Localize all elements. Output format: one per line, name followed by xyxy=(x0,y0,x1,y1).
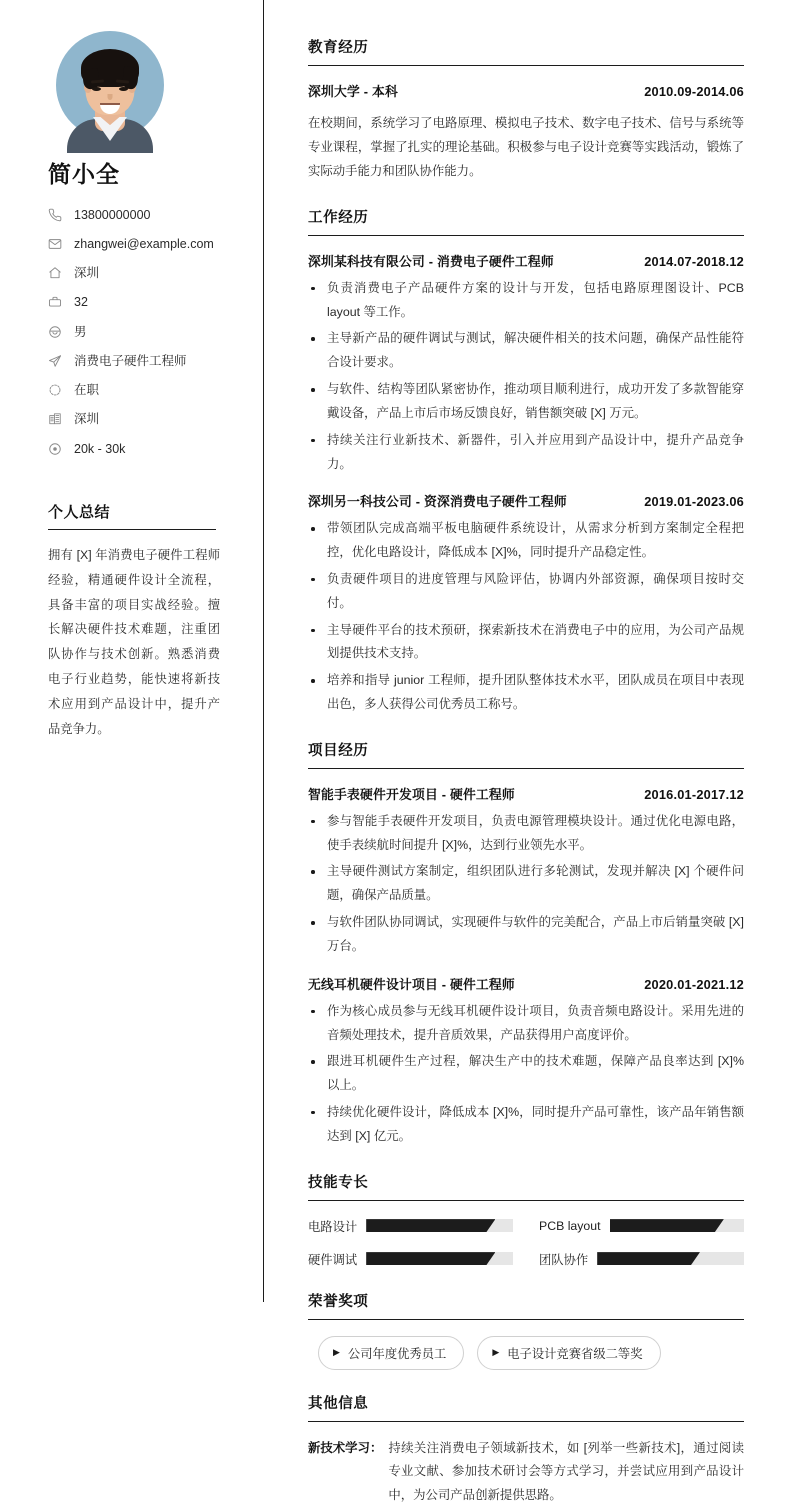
candidate-name: 简小全 xyxy=(48,161,120,187)
bullet-item: 持续关注行业新技术、新器件，引入并应用到产品设计中，提升产品竞争力。 xyxy=(308,429,744,477)
paper-plane-icon xyxy=(48,353,65,368)
bullet-item: 与软件、结构等团队紧密协作，推动项目顺利进行，成功开发了多款智能穿戴设备，产品上市后市场反馈良好，销售额突破 [X] 万元。 xyxy=(308,378,744,426)
triangle-right-icon: ▶ xyxy=(333,1347,340,1358)
bullet-list xyxy=(308,810,744,959)
bullet-item: 作为核心成员参与无线耳机硬件设计项目，负责音频电路设计。采用先进的音频处理技术，提升音质效果，产品获得用户高度评价。 xyxy=(308,1000,744,1048)
info-label: 新技术学习： xyxy=(308,1440,383,1455)
entry-date: 2014.07-2018.12 xyxy=(644,253,744,269)
contact-list xyxy=(48,207,237,457)
contact-item-location xyxy=(48,265,237,281)
award-label: 电子设计竞赛省级二等奖 xyxy=(507,1346,643,1361)
contact-value: 深圳 xyxy=(74,266,100,281)
envelope-icon xyxy=(48,236,65,251)
gender-icon xyxy=(48,324,65,339)
entry-date: 2016.01-2017.12 xyxy=(644,786,744,802)
sidebar xyxy=(0,0,264,1302)
bullet-item: 负责消费电子产品硬件方案的设计与开发，包括电路原理图设计、PCB layout 等工作。 xyxy=(308,277,744,325)
entry-header xyxy=(308,491,744,510)
skill-row xyxy=(308,1217,513,1235)
contact-value: 20k - 30k xyxy=(74,441,126,456)
bullet-list xyxy=(308,277,744,477)
entry-header xyxy=(308,81,744,100)
entry-header xyxy=(308,974,744,993)
phone-icon xyxy=(48,207,65,222)
contact-item-gender xyxy=(48,324,237,340)
entry-title: 深圳另一科技公司 - 资深消费电子硬件工程师 xyxy=(308,494,567,510)
triangle-right-icon: ▶ xyxy=(492,1347,500,1358)
bullet-item: 跟进耳机硬件生产过程，解决生产中的技术难题，保障产品良率达到 [X]% 以上。 xyxy=(308,1050,744,1098)
contact-value: 在职 xyxy=(74,383,100,398)
skill-row xyxy=(308,1250,513,1268)
work-entry xyxy=(308,251,744,477)
entry-title: 深圳大学 - 本科 xyxy=(308,84,398,99)
entry-date: 2010.09-2014.06 xyxy=(644,84,744,99)
summary-text: 拥有 [X] 年消费电子硬件工程师经验，精通硬件设计全流程，具备丰富的项目实战经验。擅长解决硬件技术难题，注重团队协作与技术创新。熟悉消费电子行业趋势，能快速将新技术应用到产品设计中，提升产品竞争力。 xyxy=(48,547,220,736)
coin-icon xyxy=(48,441,65,456)
skill-label: PCB layout xyxy=(539,1218,601,1233)
skills-heading: 技能专长 xyxy=(308,1171,744,1201)
home-icon xyxy=(48,266,65,281)
award-chip[interactable] xyxy=(318,1336,464,1370)
bullet-item: 负责硬件项目的进度管理与风险评估，协调内外部资源，确保项目按时交付。 xyxy=(308,568,744,616)
project-entry xyxy=(308,974,744,1149)
skills-grid xyxy=(308,1217,744,1268)
skill-row xyxy=(539,1250,744,1268)
bullet-item: 主导新产品的硬件调试与测试，解决硬件相关的技术问题，确保产品性能符合设计要求。 xyxy=(308,327,744,375)
contact-value: 32 xyxy=(74,295,88,310)
awards-list xyxy=(308,1336,744,1370)
contact-item-email xyxy=(48,236,237,252)
work-section xyxy=(308,206,744,717)
info-value: 持续关注消费电子领域新技术，如 [列举一些新技术]，通过阅读专业文献、参加技术研讨会等方式学习，并尝试应用到产品设计中，为公司产品创新提供思路。 xyxy=(388,1440,744,1503)
skill-row xyxy=(539,1217,744,1235)
other-info-section xyxy=(308,1392,744,1508)
avatar xyxy=(56,31,164,139)
skill-track xyxy=(366,1219,513,1232)
bullet-item: 培养和指导 junior 工程师，提升团队整体技术水平，团队成员在项目中表现出色，多人获得公司优秀员工称号。 xyxy=(308,669,744,717)
contact-item-city xyxy=(48,411,237,427)
entry-header xyxy=(308,784,744,803)
bullet-list xyxy=(308,517,744,717)
bullet-item: 主导硬件测试方案制定，组织团队进行多轮测试，发现并解决 [X] 个硬件问题，确保产品质量。 xyxy=(308,860,744,908)
projects-heading: 项目经历 xyxy=(308,739,744,769)
skill-track xyxy=(610,1219,744,1232)
skill-track xyxy=(366,1252,513,1265)
refresh-icon xyxy=(48,383,65,398)
summary-heading: 个人总结 xyxy=(48,501,216,530)
entry-date: 2019.01-2023.06 xyxy=(644,494,744,510)
skill-label: 电路设计 xyxy=(308,1219,358,1234)
award-label: 公司年度优秀员工 xyxy=(347,1346,447,1361)
skill-label: 团队协作 xyxy=(539,1252,589,1267)
awards-heading: 荣誉奖项 xyxy=(308,1290,744,1320)
work-heading: 工作经历 xyxy=(308,206,744,236)
skill-fill xyxy=(597,1252,700,1265)
award-chip[interactable] xyxy=(477,1336,660,1370)
work-entry xyxy=(308,491,744,717)
contact-value: 深圳 xyxy=(74,412,100,427)
education-section xyxy=(308,36,744,184)
bullet-item: 参与智能手表硬件开发项目，负责电源管理模块设计。通过优化电源电路，使手表续航时间提升 [X]%，达到行业领先水平。 xyxy=(308,810,744,858)
contact-item-salary xyxy=(48,441,237,457)
contact-value: 13800000000 xyxy=(74,207,151,222)
main-content xyxy=(264,0,794,1503)
contact-value: 消费电子硬件工程师 xyxy=(74,353,187,368)
entry-date: 2020.01-2021.12 xyxy=(644,976,744,992)
skill-track xyxy=(597,1252,744,1265)
contact-item-age xyxy=(48,294,237,310)
entry-title: 智能手表硬件开发项目 - 硬件工程师 xyxy=(308,786,515,802)
contact-item-phone xyxy=(48,207,237,223)
education-entry xyxy=(308,81,744,184)
awards-section xyxy=(308,1290,744,1370)
skill-fill xyxy=(366,1219,495,1232)
building-icon xyxy=(48,412,65,427)
contact-item-status xyxy=(48,382,237,398)
skill-fill xyxy=(610,1219,724,1232)
briefcase-icon xyxy=(48,295,65,310)
entry-header xyxy=(308,251,744,270)
info-row xyxy=(308,1437,744,1508)
skill-label: 硬件调试 xyxy=(308,1252,358,1267)
education-heading: 教育经历 xyxy=(308,36,744,66)
contact-item-position xyxy=(48,353,237,369)
contact-value: 男 xyxy=(74,324,87,339)
entry-title: 无线耳机硬件设计项目 - 硬件工程师 xyxy=(308,976,515,992)
summary-section xyxy=(48,501,237,742)
bullet-item: 持续优化硬件设计，降低成本 [X]%，同时提升产品可靠性，该产品年销售额达到 [X] 亿元。 xyxy=(308,1101,744,1149)
bullet-item: 与软件团队协同调试，实现硬件与软件的完美配合，产品上市后销量突破 [X] 万台。 xyxy=(308,911,744,959)
bullet-item: 带领团队完成高端平板电脑硬件系统设计，从需求分析到方案制定全程把控，优化电路设计，降低成本 [X]%，同时提升产品稳定性。 xyxy=(308,517,744,565)
project-entry xyxy=(308,784,744,959)
contact-value: zhangwei@example.com xyxy=(74,236,214,251)
skill-fill xyxy=(366,1252,495,1265)
skills-section xyxy=(308,1171,744,1268)
bullet-item: 主导硬件平台的技术预研，探索新技术在消费电子中的应用，为公司产品规划提供技术支持。 xyxy=(308,619,744,667)
projects-section xyxy=(308,739,744,1149)
bullet-list xyxy=(308,1000,744,1149)
entry-description: 在校期间，系统学习了电路原理、模拟电子技术、数字电子技术、信号与系统等专业课程，掌握了扎实的理论基础。积极参与电子设计竞赛等实践活动，锻炼了实际动手能力和团队协作能力。 xyxy=(308,116,744,179)
other-info-heading: 其他信息 xyxy=(308,1392,744,1422)
entry-title: 深圳某科技有限公司 - 消费电子硬件工程师 xyxy=(308,253,554,269)
avatar-photo xyxy=(56,31,164,139)
